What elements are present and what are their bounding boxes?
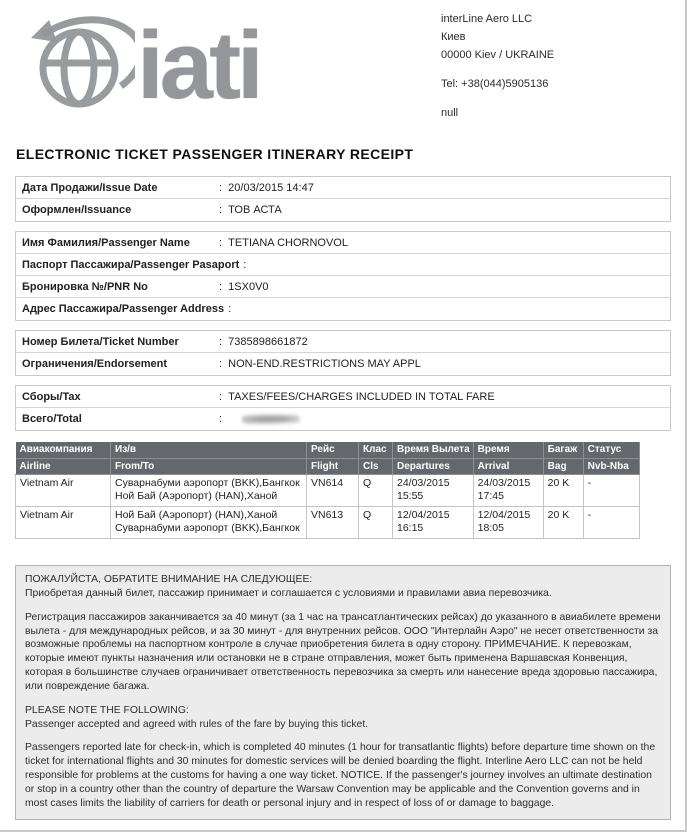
passenger-info-section bbox=[15, 231, 671, 321]
company-name: interLine Aero LLC bbox=[441, 13, 533, 25]
notice-en-body: Passengers reported late for check-in, which is completed 40 minutes (1 hour for transatlantic flights) before departure time shown on the ticket for international flights and 30 minutes for domestic services will be denied boarding the flight. Interline Aero LLC can not be held responsible for problems at the customs for having a one way ticket. NOTICE. If the passenger's journey involves an ultimate destination or stop in a country other than the country of departure the Warsaw Convention may be applicable and the Convention governs and in most cases limits the liability of carriers for death or personal injury and in respect of loss of or damage to baggage. bbox=[25, 742, 656, 809]
flight1-arrival bbox=[473, 474, 543, 506]
flight1-status: - bbox=[583, 474, 639, 506]
flight1-arr-time: 17:45 bbox=[477, 490, 504, 503]
endorsement-value: : NON-END.RESTRICTIONS MAY APPL bbox=[219, 358, 421, 370]
passport-value bbox=[243, 259, 252, 271]
tax-label: Сборы/Tax bbox=[22, 390, 81, 403]
info-row-issuance bbox=[16, 199, 670, 221]
flight-row-2 bbox=[16, 506, 640, 538]
issue-info-section bbox=[15, 176, 671, 222]
flight1-dep-time: 15:55 bbox=[397, 490, 424, 503]
flight2-departure bbox=[393, 506, 474, 538]
pnr-value: : 1SX0V0 bbox=[219, 281, 269, 293]
header-flight-en: Flight bbox=[307, 458, 359, 474]
table-header-row-en bbox=[16, 458, 640, 474]
company-note: null bbox=[441, 106, 459, 119]
conditions-notice-box bbox=[15, 565, 671, 820]
ticket-info-section bbox=[15, 330, 671, 376]
header-status-en: Nvb-Nba bbox=[583, 458, 639, 474]
info-row-passenger-name bbox=[16, 232, 670, 254]
endorsement-label: Ограничения/Endorsement bbox=[22, 358, 168, 370]
company-info-block bbox=[441, 12, 671, 124]
address-value bbox=[228, 303, 237, 315]
globe-arrow-icon bbox=[15, 10, 135, 122]
info-row-address bbox=[16, 298, 670, 320]
issue-date-value: : 20/03/2015 14:47 bbox=[219, 182, 314, 194]
flight2-arr-date: 12/04/2015 bbox=[477, 508, 531, 521]
header-fromto-en: From/To bbox=[111, 458, 307, 474]
header-fromto-ru: Из/в bbox=[111, 442, 307, 458]
header-flight-ru: Рейс bbox=[307, 442, 359, 458]
flight1-class: Q bbox=[359, 474, 393, 506]
flight2-airline: Vietnam Air bbox=[16, 506, 111, 538]
flight2-arr-time: 18:05 bbox=[477, 522, 504, 535]
flight1-route-to: Ной Бай (Аэропорт) (HAN),Ханой bbox=[115, 490, 278, 503]
notice-ru-body: Регистрация пассажиров заканчивается за 40 минут (за 1 час на трансатлантических рейсах) до указанного в авиабилете времени вылета - для международных рейсов, и за 30 минут - для внутренних рейсов. ООО "Интерлайн Аэро" не несет ответственности за возможные проблемы на паспортном контроле в случае приобретения билета в одну сторону. ПРИМЕЧАНИЕ. К перевозкам, которые имеют пункты назначения или остановки не в стране отправления, может быть применена Варшавская Конвенция, которая в большинстве случаев ограничивает ответственность перевозчика за смерть или нанесение вреда здоровью пассажира, или повреждение багажа. bbox=[25, 611, 661, 692]
flight2-dep-date: 12/04/2015 bbox=[397, 508, 450, 521]
flight1-number: VN614 bbox=[307, 474, 359, 506]
flight2-dep-time: 16:15 bbox=[397, 522, 424, 535]
flight-row-1 bbox=[16, 474, 640, 506]
header-arrival-ru: Время bbox=[473, 442, 543, 458]
document-header bbox=[15, 8, 671, 130]
page-title: ELECTRONIC TICKET PASSENGER ITINERARY RECEIPT bbox=[16, 146, 414, 162]
info-row-total bbox=[16, 408, 670, 430]
pnr-label: Бронировка №/PNR No bbox=[22, 280, 148, 293]
flight1-arr-date: 24/03/2015 bbox=[477, 476, 531, 489]
total-value bbox=[219, 413, 228, 425]
flight2-class: Q bbox=[359, 506, 393, 538]
total-label: Всего/Total bbox=[22, 413, 82, 425]
flight1-dep-date: 24/03/2015 bbox=[397, 476, 450, 489]
issuance-value: : ТОВ АСТА bbox=[219, 204, 282, 216]
passport-label: Паспорт Пассажира/Passenger Pasaport bbox=[22, 258, 240, 271]
notice-en-intro: Passenger accepted and agreed with rules of the fare by buying this ticket. bbox=[25, 718, 369, 730]
flight2-status: - bbox=[583, 506, 639, 538]
header-airline-en: Airline bbox=[16, 458, 111, 474]
header-status-ru: Статус bbox=[583, 442, 639, 458]
header-bag-ru: Багаж bbox=[543, 442, 583, 458]
header-class-en: Cls bbox=[359, 458, 393, 474]
flight1-departure bbox=[393, 474, 474, 506]
header-airline-ru: Авиакомпания bbox=[16, 442, 111, 458]
flight2-number: VN613 bbox=[307, 506, 359, 538]
info-row-ticket-number bbox=[16, 331, 670, 353]
passenger-name-label: Имя Фамилия/Passenger Name bbox=[22, 236, 190, 249]
passenger-name-value: : TETIANA CHORNOVOL bbox=[219, 237, 348, 249]
header-arrival-en: Arrival bbox=[473, 458, 543, 474]
issuance-label: Оформлен/Issuance bbox=[22, 204, 132, 216]
address-label: Адрес Пассажира/Passenger Address bbox=[22, 303, 225, 315]
company-address: 00000 Kiev / UKRAINE bbox=[441, 48, 555, 61]
flight1-route bbox=[111, 474, 307, 506]
table-header-row-ru bbox=[16, 442, 640, 458]
flight2-route-from: Ной Бай (Аэропорт) (HAN),Ханой bbox=[115, 508, 278, 521]
info-row-endorsement bbox=[16, 353, 670, 375]
ticket-number-label: Номер Билета/Ticket Number bbox=[22, 335, 179, 348]
flight2-arrival bbox=[473, 506, 543, 538]
flights-table bbox=[15, 442, 640, 539]
iati-logo bbox=[15, 10, 260, 122]
ticket-number-value: : 7385898661872 bbox=[219, 336, 308, 348]
notice-ru-heading: ПОЖАЛУЙСТА, ОБРАТИТЕ ВНИМАНИЕ НА СЛЕДУЮЩЕЕ: bbox=[25, 574, 313, 586]
info-row-passport bbox=[16, 254, 670, 276]
flight1-airline: Vietnam Air bbox=[16, 474, 111, 506]
flight2-bag: 20 K bbox=[543, 506, 583, 538]
info-row-tax bbox=[16, 386, 670, 408]
header-departure-ru: Время Вылета bbox=[393, 442, 474, 458]
flight1-route-from: Суварнабуми аэропорт (BKK),Бангкок bbox=[115, 476, 300, 489]
fare-info-section bbox=[15, 385, 671, 431]
header-class-ru: Клас bbox=[359, 442, 393, 458]
notice-ru-intro: Приобретая данный билет, пассажир принимает и соглашается с условиями и правилами авиа перевозчика. bbox=[25, 587, 552, 599]
total-value-illegible-smudge bbox=[242, 414, 300, 425]
header-departure-en: Departures bbox=[393, 458, 474, 474]
info-row-issue-date bbox=[16, 177, 670, 199]
header-bag-en: Bag bbox=[543, 458, 583, 474]
flight1-bag: 20 K bbox=[543, 474, 583, 506]
company-phone: Tel: +38(044)5905136 bbox=[441, 77, 549, 90]
company-city: Киев bbox=[441, 30, 466, 43]
notice-en-heading: PLEASE NOTE THE FOLLOWING: bbox=[25, 704, 189, 716]
flight2-route-to: Суварнабуми аэропорт (BKK),Бангкок bbox=[115, 522, 300, 535]
logo-wordmark: iati bbox=[137, 12, 260, 119]
info-row-pnr bbox=[16, 276, 670, 298]
tax-value: : TAXES/FEES/CHARGES INCLUDED IN TOTAL FARE bbox=[219, 391, 495, 403]
flight2-route bbox=[111, 506, 307, 538]
issue-date-label: Дата Продажи/Issue Date bbox=[22, 181, 158, 194]
